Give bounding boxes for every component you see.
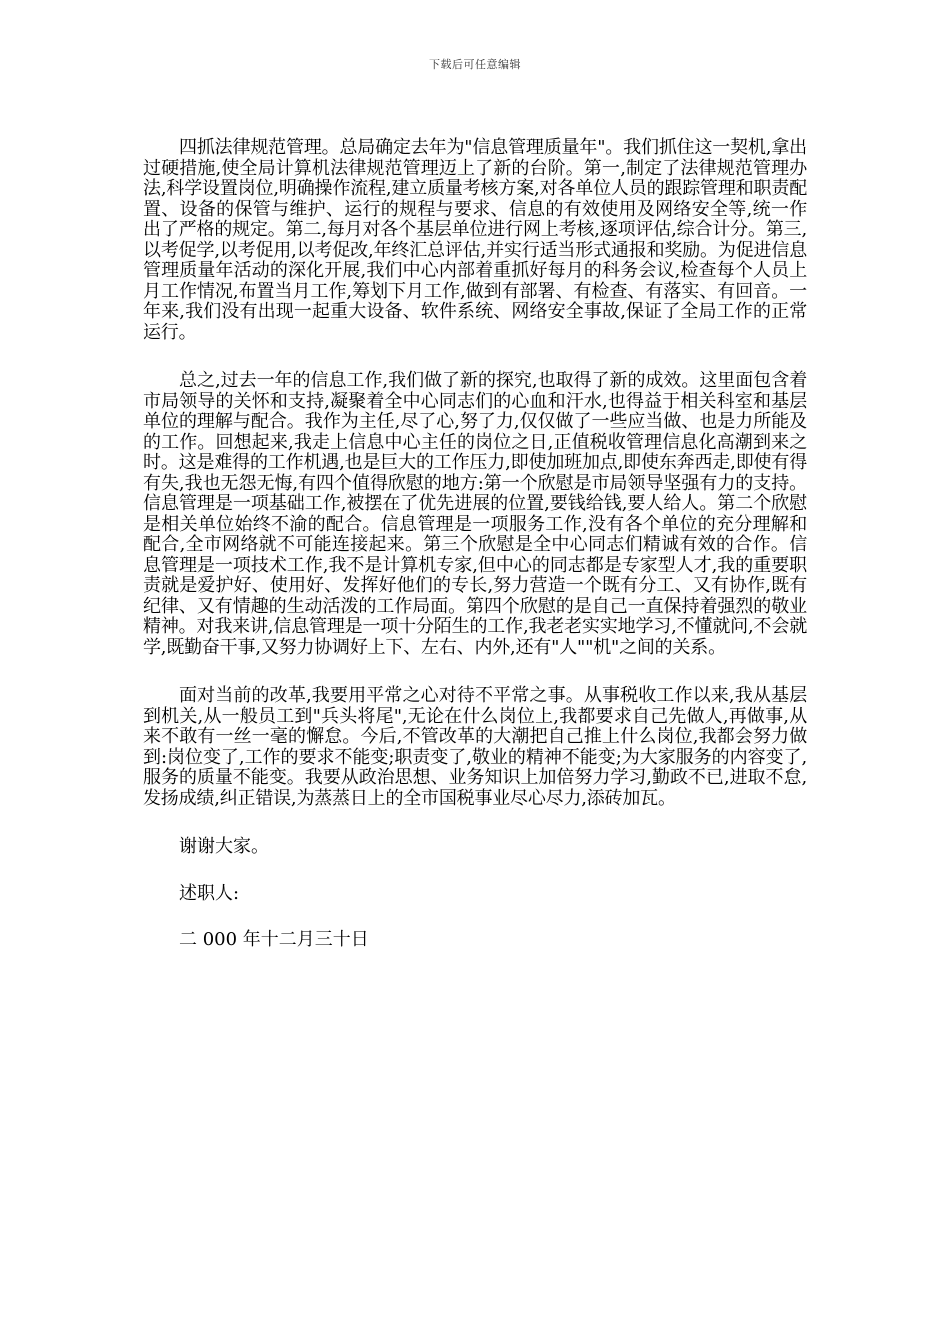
page-header-note: 下载后可任意编辑 [429,58,521,71]
document-body [143,138,807,977]
closing-thanks: 谢谢大家。 [179,836,269,857]
document-date: 二 000 年十二月三十日 [179,929,369,950]
signature-label: 述职人: [179,882,240,904]
paragraph-legal-management: 四抓法律规范管理。总局确定去年为"信息管理质量年"。我们抓住这一契机,拿出过硬措施,使全局计算机法律规范管理迈上了新的台阶。第一,制定了法律规范管理办法,科学设置岗位,明确操作流程,建立质量考核方案,对各单位人员的跟踪管理和职责配置、设备的保管与维护、运行的规程与要求、信息的有效使用及网络安全等,统一作出了严格的规定。第二,每月对各个基层单位进行网上考核,逐项评估,综合计分。第三,以考促学,以考促用,以考促改,年终汇总评估,并实行适当形式通报和奖励。为促进信息管理质量年活动的深化开展,我们中心内部着重抓好每月的科务会议,检查每个人员上月工作情况,布置当月工作,筹划下月工作,做到有部署、有检查、有落实、有回音。一年来,我们没有出现一起重大设备、软件系统、网络安全事故,保证了全局工作的正常运行。 [143,137,807,343]
paragraph-reform: 面对当前的改革,我要用平常之心对待不平常之事。从事税收工作以来,我从基层到机关,从一般员工到"兵头将尾",无论在什么岗位上,我都要求自己先做人,再做事,从来不敢有一丝一毫的懈怠。今后,不管改革的大潮把自己推上什么岗位,我都会努力做到:岗位变了,工作的要求不能变;职责变了,敬业的精神不能变;为大家服务的内容变了,服务的质量不能变。我要从政治思想、业务知识上加倍努力学习,勤政不已,进取不怠,发扬成绩,纠正错误,为蒸蒸日上的全市国税事业尽心尽力,添砖加瓦。 [143,685,807,809]
paragraph-summary: 总之,过去一年的信息工作,我们做了新的探究,也取得了新的成效。这里面包含着市局领导的关怀和支持,凝聚着全中心同志们的心血和汗水,也得益于相关科室和基层单位的理解与配合。我作为主任,尽了心,努了力,仅仅做了一些应当做、也是力所能及的工作。回想起来,我走上信息中心主任的岗位之日,正值税收管理信息化高潮到来之时。这是难得的工作机遇,也是巨大的工作压力,即使加班加点,即使东奔西走,即使有得有失,我也无怨无悔,有四个值得欣慰的地方:第一个欣慰是市局领导坚强有力的支持。信息管理是一项基础工作,被摆在了优先进展的位置,要钱给钱,要人给人。第二个欣慰是相关单位始终不渝的配合。信息管理是一项服务工作,没有各个单位的充分理解和配合,全市网络就不可能连接起来。第三个欣慰是全中心同志们精诚有效的合作。信息管理是一项技术工作,我不是计算机专家,但中心的同志都是专家型人才,我的重要职责就是爱护好、使用好、发挥好他们的专长,努力营造一个既有分工、又有协作,既有纪律、又有情趣的生动活泼的工作局面。第四个欣慰的是自己一直保持着强烈的敬业精神。对我来讲,信息管理是一项十分陌生的工作,我老老实实地学习,不懂就问,不会就学,既勤奋干事,又努力协调好上下、左右、内外,还有"人""机"之间的关系。 [143,370,807,658]
